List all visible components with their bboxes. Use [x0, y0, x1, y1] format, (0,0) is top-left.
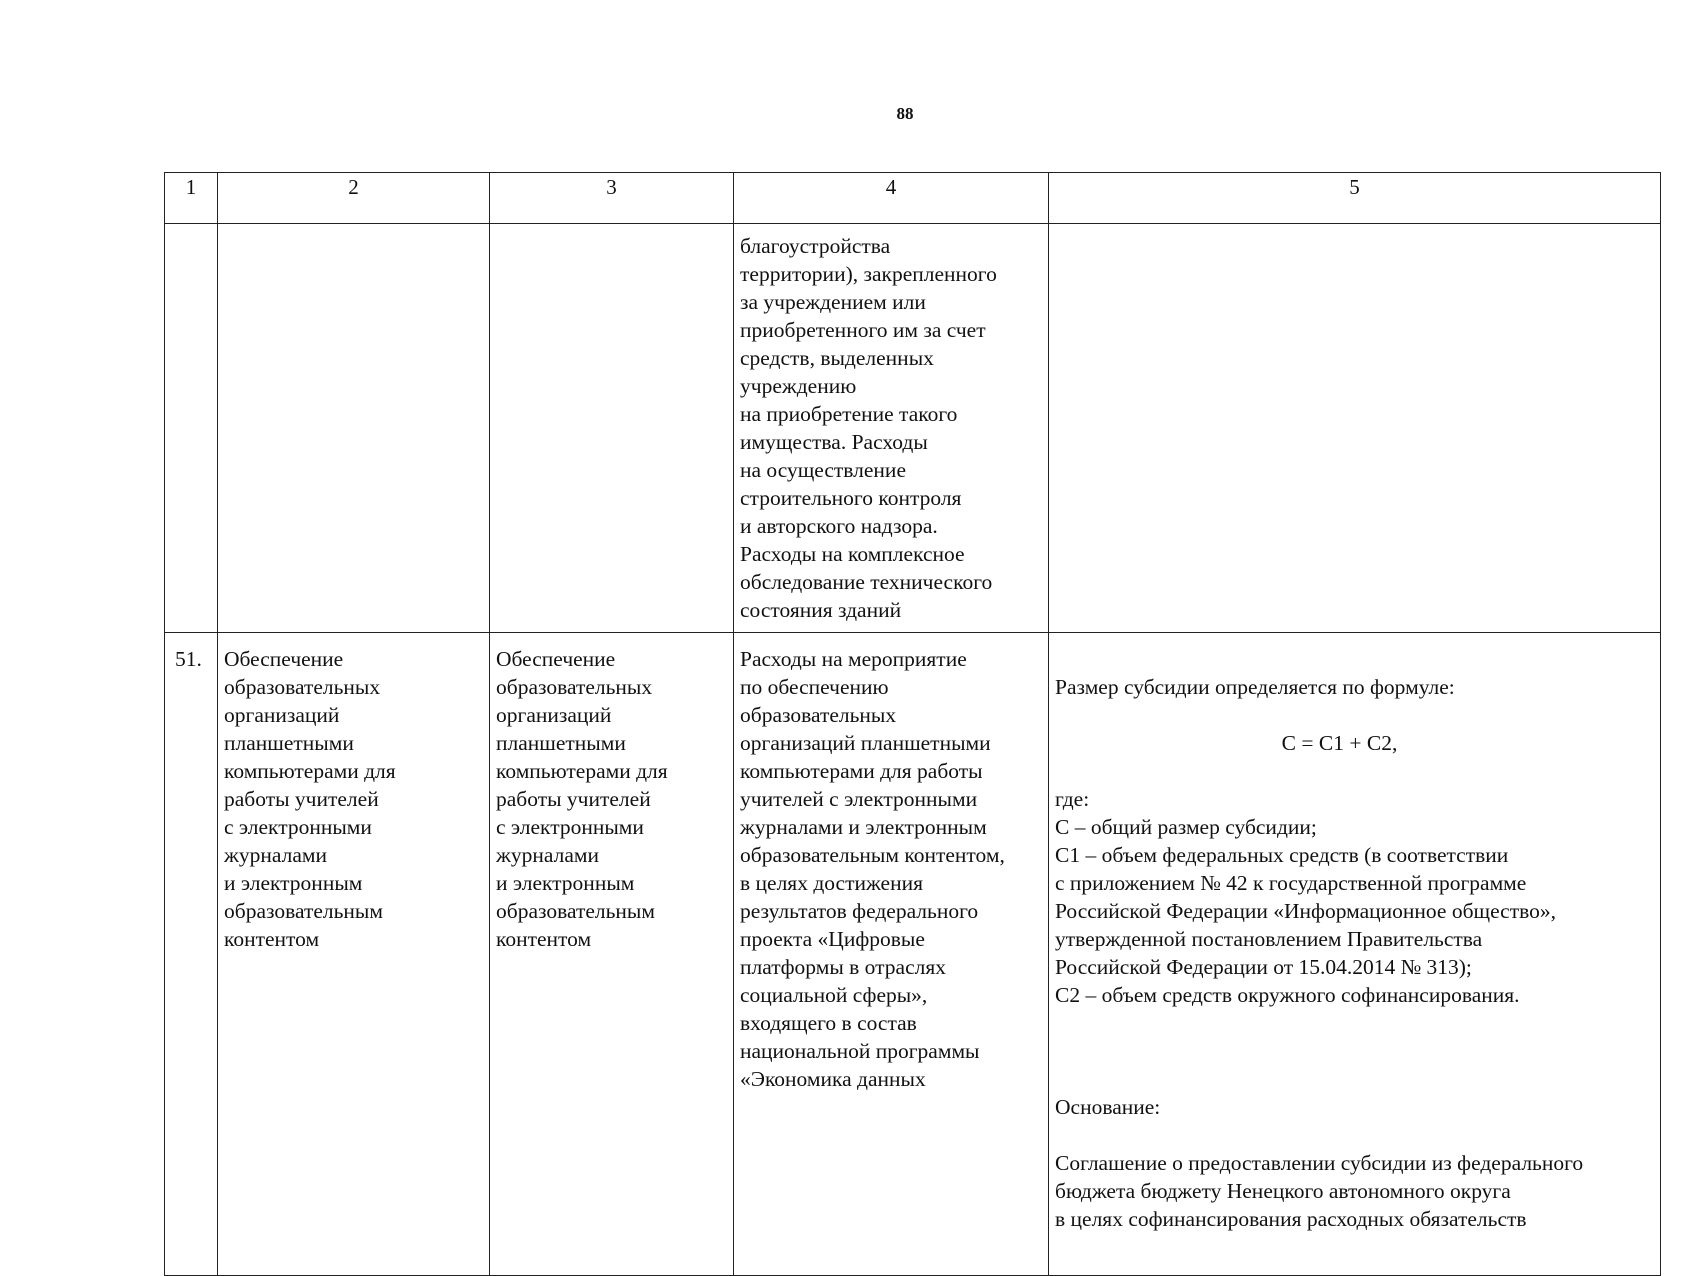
continuation-col-4-text: благоустройства территории), закрепленного за учреждением или приобретенного им за счет средств, выделенных учреждению на приобретение такого имущества. Расходы на осуществление строительного контроля и авторского надзора. Расходы на комплексное обследование технического состояния зданий	[740, 234, 997, 622]
continuation-col-3	[490, 224, 734, 633]
continuation-col-2-text	[218, 224, 489, 240]
table-header-row	[165, 173, 1661, 224]
formula-definitions: где: С – общий размер субсидии; С1 – объем федеральных средств (в соответствии с приложением № 42 к государственной программе Российской Федерации «Информационное общество», утвержденной постановлением Правительства Российской Федерации от 15.04.2014 № 313); С2 – объем средств окружного софинансирования.	[1055, 787, 1556, 1007]
formula-intro: Размер субсидии определяется по формуле:	[1055, 675, 1455, 699]
page-number: 88	[896, 104, 914, 123]
row-51-col-2-text: Обеспечение образовательных организаций планшетными компьютерами для работы учителей с электронными журналами и электронным образовательным контентом	[224, 647, 396, 951]
formula: С = С1 + С2,	[1281, 731, 1398, 755]
row-51-col-4	[734, 633, 1049, 1276]
row-51-col-3	[490, 633, 734, 1276]
continuation-col-3-text	[490, 224, 733, 240]
continuation-col-1	[165, 224, 218, 633]
row-51-col-5-content	[1049, 633, 1660, 1275]
document-table	[164, 172, 1661, 1276]
table-row-51	[165, 633, 1661, 1276]
row-51-col-3-text: Обеспечение образовательных организаций планшетными компьютерами для работы учителей с электронными журналами и электронным образовательным контентом	[496, 647, 668, 951]
row-51-col-4-text: Расходы на мероприятие по обеспечению образовательных организаций планшетными компьютерами для работы учителей с электронными журналами и электронным образовательным контентом, в целях достижения результатов федерального проекта «Цифровые платформы в отраслях социальной сферы», входящего в состав национальной программы «Экономика данных	[740, 647, 1005, 1091]
basis-label: Основание:	[1055, 1095, 1161, 1119]
basis-text: Соглашение о предоставлении субсидии из федерального бюджета бюджету Ненецкого автономного округа в целях софинансирования расходных обязательств	[1055, 1151, 1584, 1231]
continuation-col-4	[734, 224, 1049, 633]
row-51-number-text: 51.	[175, 647, 202, 671]
row-51-col-5	[1049, 633, 1661, 1276]
table-row-continuation	[165, 224, 1661, 633]
continuation-col-5	[1049, 224, 1661, 633]
continuation-col-5-text	[1049, 224, 1660, 240]
header-col-3: 3	[490, 173, 734, 224]
row-51-number	[165, 633, 218, 1276]
header-col-1: 1	[165, 173, 218, 224]
continuation-col-1-text	[165, 224, 217, 240]
paragraph-spacer	[1055, 1037, 1654, 1065]
header-col-5: 5	[1049, 173, 1661, 224]
continuation-col-2	[218, 224, 490, 633]
header-col-4: 4	[734, 173, 1049, 224]
row-51-col-2	[218, 633, 490, 1276]
header-col-2: 2	[218, 173, 490, 224]
